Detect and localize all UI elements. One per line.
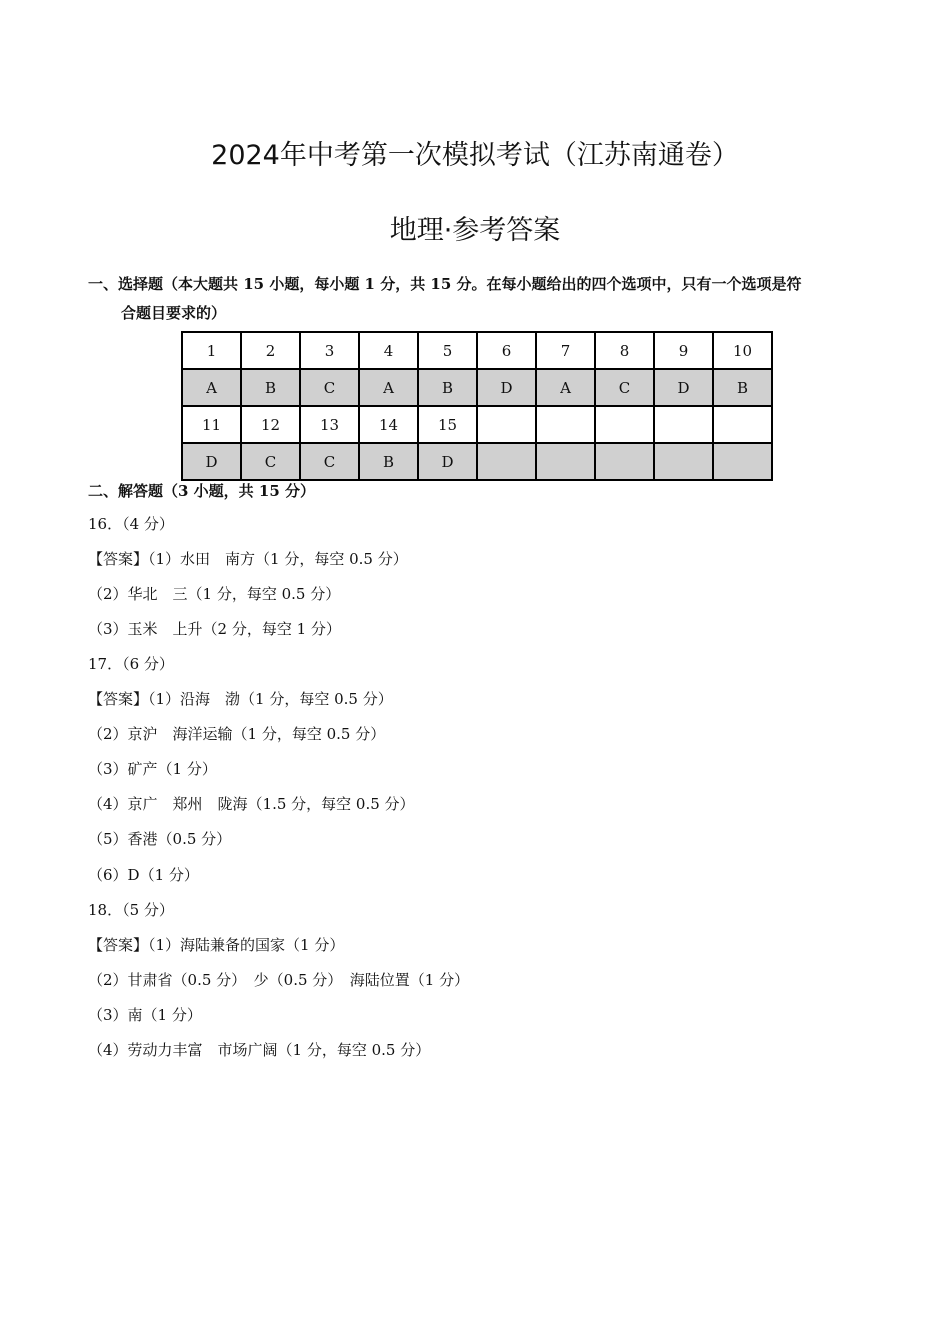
table-cell: 1 xyxy=(182,332,241,369)
table-cell: B xyxy=(359,443,418,480)
table-cell: 12 xyxy=(241,406,300,443)
table-cell: 3 xyxy=(300,332,359,369)
answer-line: 【答案】（1）沿海 渤（1 分，每空 0.5 分） xyxy=(88,690,393,708)
answer-line: （2）华北 三（1 分，每空 0.5 分） xyxy=(88,585,341,603)
table-cell: C xyxy=(300,443,359,480)
table-cell xyxy=(536,443,595,480)
table-cell: D xyxy=(477,369,536,406)
table-cell xyxy=(654,406,713,443)
table-cell: B xyxy=(241,369,300,406)
table-cell: 10 xyxy=(713,332,772,369)
table-cell: 6 xyxy=(477,332,536,369)
table-cell: D xyxy=(654,369,713,406)
table-cell: C xyxy=(595,369,654,406)
table-cell xyxy=(713,406,772,443)
table-cell: 9 xyxy=(654,332,713,369)
table-cell: A xyxy=(182,369,241,406)
table-cell xyxy=(477,406,536,443)
table-cell xyxy=(595,443,654,480)
table-cell xyxy=(595,406,654,443)
table-cell: 7 xyxy=(536,332,595,369)
table-cell xyxy=(654,443,713,480)
table-cell: 13 xyxy=(300,406,359,443)
table-cell: B xyxy=(713,369,772,406)
question-17-header: 17．（6 分） xyxy=(88,655,174,673)
table-cell xyxy=(713,443,772,480)
table-cell: 8 xyxy=(595,332,654,369)
question-18-header: 18．（5 分） xyxy=(88,901,174,919)
answer-line: 【答案】（1）水田 南方（1 分，每空 0.5 分） xyxy=(88,550,408,568)
table-cell xyxy=(477,443,536,480)
table-row-numbers xyxy=(182,406,772,443)
answer-line: （4）京广 郑州 陇海（1.5 分，每空 0.5 分） xyxy=(88,795,415,813)
answer-line: （5）香港（0.5 分） xyxy=(88,830,232,848)
document-subtitle: 地理·参考答案 xyxy=(389,215,561,246)
answer-line: （3）南（1 分） xyxy=(88,1006,202,1024)
table-cell: 4 xyxy=(359,332,418,369)
answer-line: （6）D（1 分） xyxy=(88,866,199,884)
table-cell: C xyxy=(241,443,300,480)
table-cell: D xyxy=(182,443,241,480)
table-row-answers xyxy=(182,443,772,480)
answer-line: （3）矿产（1 分） xyxy=(88,760,217,778)
question-16-header: 16．（4 分） xyxy=(88,515,174,533)
table-cell: 2 xyxy=(241,332,300,369)
table-cell: 11 xyxy=(182,406,241,443)
table-cell: D xyxy=(418,443,477,480)
table-row-answers xyxy=(182,369,772,406)
answer-line: （4）劳动力丰富 市场广阔（1 分，每空 0.5 分） xyxy=(88,1041,431,1059)
table-cell xyxy=(536,406,595,443)
document-title: 2024年中考第一次模拟考试（江苏南通卷） xyxy=(211,140,739,171)
answer-line: （2）京沪 海洋运输（1 分，每空 0.5 分） xyxy=(88,725,386,743)
section1-heading-line1: 一、选择题（本大题共 15 小题，每小题 1 分，共 15 分。在每小题给出的四个选项中，只有一个选项是符 xyxy=(88,275,802,293)
answer-line: 【答案】（1）海陆兼备的国家（1 分） xyxy=(88,936,345,954)
section2-heading: 二、解答题（3 小题，共 15 分） xyxy=(88,482,315,500)
table-cell: A xyxy=(359,369,418,406)
answer-line: （3）玉米 上升（2 分，每空 1 分） xyxy=(88,620,341,638)
answer-line: （2）甘肃省（0.5 分） 少（0.5 分） 海陆位置（1 分） xyxy=(88,971,470,989)
table-cell: 5 xyxy=(418,332,477,369)
table-cell: 15 xyxy=(418,406,477,443)
answer-table xyxy=(181,331,773,481)
table-cell: 14 xyxy=(359,406,418,443)
table-cell: B xyxy=(418,369,477,406)
section1-heading-line2: 合题目要求的） xyxy=(121,304,227,322)
table-cell: A xyxy=(536,369,595,406)
table-row-numbers xyxy=(182,332,772,369)
table-cell: C xyxy=(300,369,359,406)
